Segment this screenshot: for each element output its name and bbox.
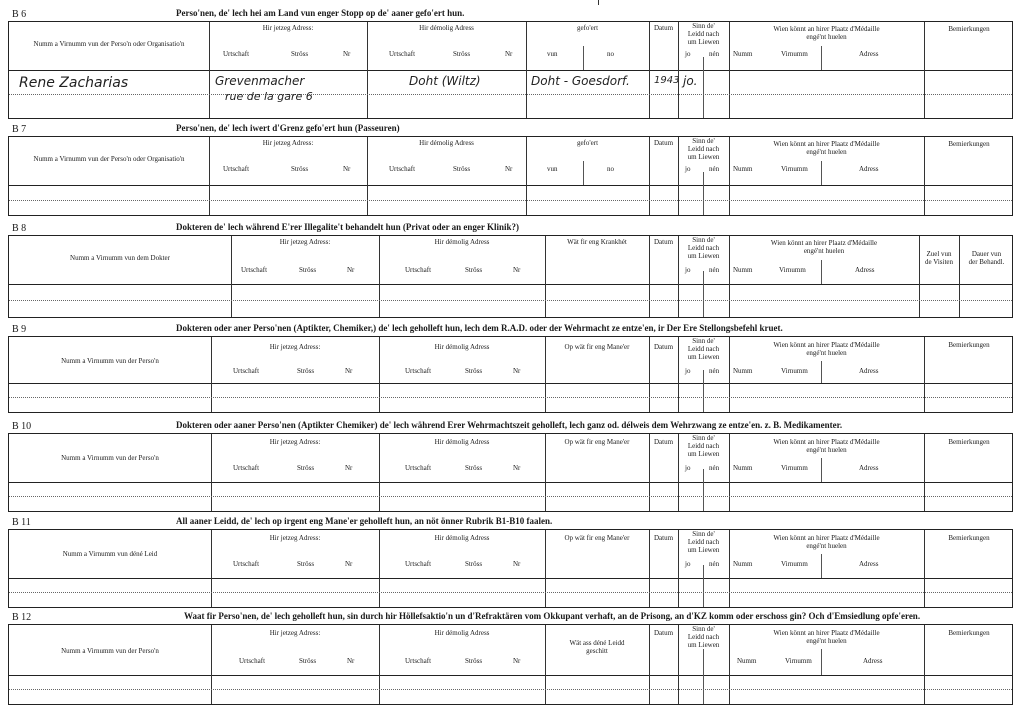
column-visits-2: de Visiten [924, 258, 954, 266]
column-from: vun [547, 50, 558, 58]
column-medal: Wien könnt an hirer Plaatz d'Médaille [773, 629, 880, 637]
column-street: Ströss [297, 560, 315, 568]
section-table [8, 625, 1013, 705]
column-town: Urtschaft [233, 367, 260, 375]
column-date: Datum [653, 534, 674, 542]
column-duration-2: der Behandl. [968, 258, 1005, 266]
column-virnumm: Virnumm [781, 367, 808, 375]
column-virnumm: Virnumm [781, 560, 808, 568]
section-header [8, 8, 1013, 22]
column-date: Datum [653, 238, 674, 246]
column-remarks: Bemierkungen [948, 341, 990, 349]
column-sinn: Sinn de' [692, 434, 715, 442]
column-illness: Wät fir eng Krankhét [567, 238, 627, 246]
column-sinn: Sinn de' [692, 530, 715, 538]
column-adress: Adress [859, 165, 879, 173]
column-medal: Wien könnt an hirer Plaatz d'Médaille [773, 25, 880, 33]
column-um-liewen: um Liewen [687, 252, 720, 260]
column-numm: Numm [733, 165, 753, 173]
column-town: Urtschaft [389, 165, 416, 173]
column-name: Numm a Virnumm vun der Perso'n [61, 647, 159, 655]
section-b7 [8, 123, 1013, 216]
entry-current-town: Grevenmacher [215, 74, 305, 88]
column-date: Datum [653, 24, 674, 32]
column-leidd: Leidd nach [687, 145, 720, 153]
column-street: Ströss [465, 367, 483, 375]
column-medal: Wien könnt an hirer Plaatz d'Médaille [773, 534, 880, 542]
column-leidd: Leidd nach [687, 244, 720, 252]
column-medal: Wien könnt an hirer Plaatz d'Médaille [773, 341, 880, 349]
column-former-address: Hir démolig Adress [434, 438, 490, 446]
column-leidd: Leidd nach [687, 30, 720, 38]
column-brought: gefo'ert [576, 139, 599, 147]
column-medal-2: engé'nt huelen [806, 542, 847, 550]
column-what-2: geschitt [586, 647, 608, 655]
column-nr: Nr [513, 560, 521, 568]
section-title: Perso'nen, de' lech hei am Land vun enger Stopp op de' aaner gefo'ert hun. [176, 8, 465, 18]
section-header [8, 420, 1013, 434]
column-virnumm: Virnumm [781, 50, 808, 58]
column-nr: Nr [513, 367, 521, 375]
column-virnumm: Virnumm [785, 657, 812, 665]
column-medal-2: engé'nt huelen [806, 637, 847, 645]
column-nr: Nr [345, 464, 353, 472]
column-um-liewen: um Liewen [687, 641, 720, 649]
column-former-address: Hir démolig Adress [434, 343, 490, 351]
column-yes: jo [685, 50, 691, 58]
column-date: Datum [653, 139, 674, 147]
column-um-liewen: um Liewen [687, 153, 720, 161]
column-medal-2: engé'nt huelen [806, 148, 847, 156]
column-numm: Numm [733, 50, 753, 58]
column-numm: Numm [733, 464, 753, 472]
column-brought: gefo'ert [576, 24, 599, 32]
column-medal-2: engé'nt huelen [806, 446, 847, 454]
column-medal: Wien könnt an hirer Plaatz d'Médaille [773, 140, 880, 148]
column-virnumm: Virnumm [781, 464, 808, 472]
column-to: no [607, 165, 614, 173]
column-current-address: Hir jetzeg Adress: [262, 139, 314, 147]
section-table [8, 137, 1013, 216]
column-street: Ströss [299, 657, 317, 665]
section-b10 [8, 420, 1013, 512]
column-town: Urtschaft [405, 464, 432, 472]
column-adress: Adress [859, 50, 879, 58]
section-id: B 9 [12, 324, 27, 335]
column-current-address: Hir jetzeg Adress: [269, 629, 321, 637]
column-name: Numm a Virnumm vun der Perso'n [61, 454, 159, 462]
entry-former-address: Doht (Wiltz) [409, 74, 481, 88]
column-yes: jo [685, 367, 691, 375]
column-current-address: Hir jetzeg Adress: [269, 438, 321, 446]
column-sinn: Sinn de' [692, 236, 715, 244]
column-town: Urtschaft [405, 367, 432, 375]
section-header [8, 222, 1013, 236]
column-nr: Nr [347, 657, 355, 665]
column-duration: Dauer vun [971, 250, 1002, 258]
column-medal-2: engé'nt huelen [806, 33, 847, 41]
column-sinn: Sinn de' [692, 22, 715, 30]
column-nr: Nr [345, 560, 353, 568]
column-adress: Adress [859, 367, 879, 375]
column-town: Urtschaft [239, 657, 266, 665]
column-date: Datum [653, 343, 674, 351]
column-nr: Nr [513, 464, 521, 472]
section-header [8, 323, 1013, 337]
column-virnumm: Virnumm [779, 266, 806, 274]
column-numm: Numm [733, 560, 753, 568]
column-adress: Adress [859, 464, 879, 472]
column-yes: jo [685, 165, 691, 173]
column-current-address: Hir jetzeg Adress: [279, 238, 331, 246]
section-header [8, 123, 1013, 137]
column-town: Urtschaft [223, 50, 250, 58]
column-no: nén [709, 560, 720, 568]
section-header [8, 516, 1013, 530]
column-street: Ströss [291, 50, 309, 58]
section-title: Dokteren oder aner Perso'nen (Aptikter, Chemiker,) de' lech geholleft hun, lech dem R.A.D. oder der Wehrmacht ze entze'en, ir Der Ere Stellongsbefehl kruet. [176, 323, 783, 333]
column-no: nén [709, 464, 720, 472]
column-doctor-name: Numm a Virnumm vun dem Dokter [70, 254, 170, 262]
top-tick-mark [598, 0, 599, 5]
entry-current-street: rue de la gare 6 [225, 90, 313, 103]
column-no: nén [709, 165, 720, 173]
column-adress: Adress [859, 560, 879, 568]
column-town: Urtschaft [405, 657, 432, 665]
column-nr: Nr [513, 657, 521, 665]
column-yes: jo [685, 266, 691, 274]
column-numm: Numm [733, 266, 753, 274]
column-former-address: Hir démolig Adress [434, 534, 490, 542]
column-medal-2: engé'nt huelen [803, 247, 845, 255]
section-id: B 10 [12, 421, 32, 432]
section-b11 [8, 516, 1013, 608]
column-former-address: Hir démolig Adress [419, 139, 474, 147]
column-name: Numm a Virnumm vun der Perso'n [61, 357, 159, 365]
column-street: Ströss [297, 464, 315, 472]
entry-name: Rene Zacharias [19, 75, 129, 91]
column-what: Wät ass déné Leidd [569, 639, 625, 647]
column-um-liewen: um Liewen [687, 546, 720, 554]
column-maneuver: Op wät fir eng Mane'er [564, 343, 630, 351]
column-former-address: Hir démolig Adress [434, 238, 490, 246]
column-remarks: Bemierkungen [948, 534, 990, 542]
section-b8 [8, 222, 1013, 318]
column-maneuver: Op wät fir eng Mane'er [564, 534, 630, 542]
column-adress: Adress [863, 657, 883, 665]
section-title: Waat fir Perso'nen, de' lech geholleft hun, sin durch hir Höllefsaktio'n un d'Refraktären vom Okkupant verhaft, an de Prisong, an d'KZ komm oder erschoss gin? Och d'Emsiedlung opfe'eren. [184, 611, 921, 621]
column-street: Ströss [465, 657, 483, 665]
section-title: Dokteren de' lech während E'rer Illegalite't behandelt hun (Privat oder an enger Klinik?) [176, 222, 520, 232]
column-nr: Nr [347, 266, 355, 274]
column-town: Urtschaft [233, 464, 260, 472]
column-remarks: Bemierkungen [948, 25, 990, 33]
column-virnumm: Virnumm [781, 165, 808, 173]
column-name: Numm a Virnumm vun der Perso'n oder Organisatio'n [33, 155, 185, 163]
column-town: Urtschaft [405, 266, 432, 274]
column-nr: Nr [505, 165, 513, 173]
column-former-address: Hir démolig Adress [419, 24, 474, 32]
column-town: Urtschaft [223, 165, 250, 173]
column-remarks: Bemierkungen [948, 629, 990, 637]
section-table [8, 434, 1013, 512]
section-table [8, 337, 1013, 413]
section-b9 [8, 323, 1013, 413]
section-title: Dokteren oder aaner Perso'nen (Aptikter Chemiker) de' lech während Erer Wehrmachtszeit geholleft, lech ganz od. délweis dem Wehrzwang ze entze'en. z. B. Medikamenter. [176, 420, 843, 430]
column-nr: Nr [513, 266, 521, 274]
entry-yes-mark: jo. [683, 74, 698, 88]
table-header [9, 434, 1012, 483]
table-header [9, 625, 1012, 676]
table-header [9, 530, 1012, 579]
column-nr: Nr [345, 367, 353, 375]
section-title: All aaner Leidd, de' lech op irgent eng Mane'er geholleft hun, an nöt önner Rubrik B1-B10 faalen. [176, 516, 553, 526]
column-name: Numm a Virnumm vun der Perso'n oder Organisatio'n [33, 40, 185, 48]
column-current-address: Hir jetzeg Adress: [269, 534, 321, 542]
table-header [9, 337, 1012, 384]
section-id: B 7 [12, 124, 27, 135]
section-id: B 11 [12, 517, 31, 528]
column-medal: Wien könnt an hirer Plaatz d'Médaille [770, 239, 878, 247]
column-remarks: Bemierkungen [948, 140, 990, 148]
column-town: Urtschaft [405, 560, 432, 568]
column-sinn: Sinn de' [692, 137, 715, 145]
column-date: Datum [653, 438, 674, 446]
column-former-address: Hir démolig Adress [434, 629, 490, 637]
column-yes: jo [685, 464, 691, 472]
column-um-liewen: um Liewen [687, 353, 720, 361]
column-remarks: Bemierkungen [948, 438, 990, 446]
column-numm: Numm [737, 657, 757, 665]
column-street: Ströss [453, 165, 471, 173]
section-table [8, 236, 1013, 318]
column-street: Ströss [465, 464, 483, 472]
section-id: B 8 [12, 223, 27, 234]
column-street: Ströss [291, 165, 309, 173]
column-medal: Wien könnt an hirer Plaatz d'Médaille [773, 438, 880, 446]
column-leidd: Leidd nach [687, 345, 720, 353]
entry-route: Doht - Goesdorf. [531, 74, 630, 88]
column-to: no [607, 50, 614, 58]
column-no: nén [709, 367, 720, 375]
column-name: Numm a Virnumm vun déné Leid [62, 550, 158, 558]
column-from: vun [547, 165, 558, 173]
column-town: Urtschaft [389, 50, 416, 58]
column-maneuver: Op wät fir eng Mane'er [564, 438, 630, 446]
column-current-address: Hir jetzeg Adress: [269, 343, 321, 351]
section-header [8, 611, 1013, 625]
entry-date: 1943 [654, 75, 680, 86]
section-b12 [8, 611, 1013, 705]
column-visits: Zuel vun [926, 250, 952, 258]
column-current-address: Hir jetzeg Adress: [262, 24, 314, 32]
column-date: Datum [653, 629, 674, 637]
column-numm: Numm [733, 367, 753, 375]
section-b6 [8, 8, 1013, 119]
column-no: nén [709, 266, 720, 274]
section-table [8, 22, 1013, 119]
column-nr: Nr [505, 50, 513, 58]
column-um-liewen: um Liewen [687, 38, 720, 46]
column-no: nén [709, 50, 720, 58]
column-street: Ströss [465, 560, 483, 568]
section-table [8, 530, 1013, 608]
column-um-liewen: um Liewen [687, 450, 720, 458]
column-nr: Nr [343, 165, 351, 173]
column-yes: jo [685, 560, 691, 568]
table-header [9, 22, 1012, 71]
column-town: Urtschaft [241, 266, 268, 274]
column-leidd: Leidd nach [687, 442, 720, 450]
table-header [9, 137, 1012, 186]
column-leidd: Leidd nach [687, 633, 720, 641]
section-title: Perso'nen, de' lech iwert d'Grenz gefo'ert hun (Passeuren) [176, 123, 400, 133]
column-adress: Adress [855, 266, 875, 274]
column-town: Urtschaft [233, 560, 260, 568]
column-street: Ströss [299, 266, 317, 274]
column-street: Ströss [453, 50, 471, 58]
column-street: Ströss [297, 367, 315, 375]
column-leidd: Leidd nach [687, 538, 720, 546]
column-street: Ströss [465, 266, 483, 274]
column-nr: Nr [343, 50, 351, 58]
table-header [9, 236, 1012, 285]
column-medal-2: engé'nt huelen [806, 349, 847, 357]
column-sinn: Sinn de' [692, 625, 715, 633]
section-id: B 12 [12, 612, 32, 623]
column-sinn: Sinn de' [692, 337, 715, 345]
section-id: B 6 [12, 9, 27, 20]
